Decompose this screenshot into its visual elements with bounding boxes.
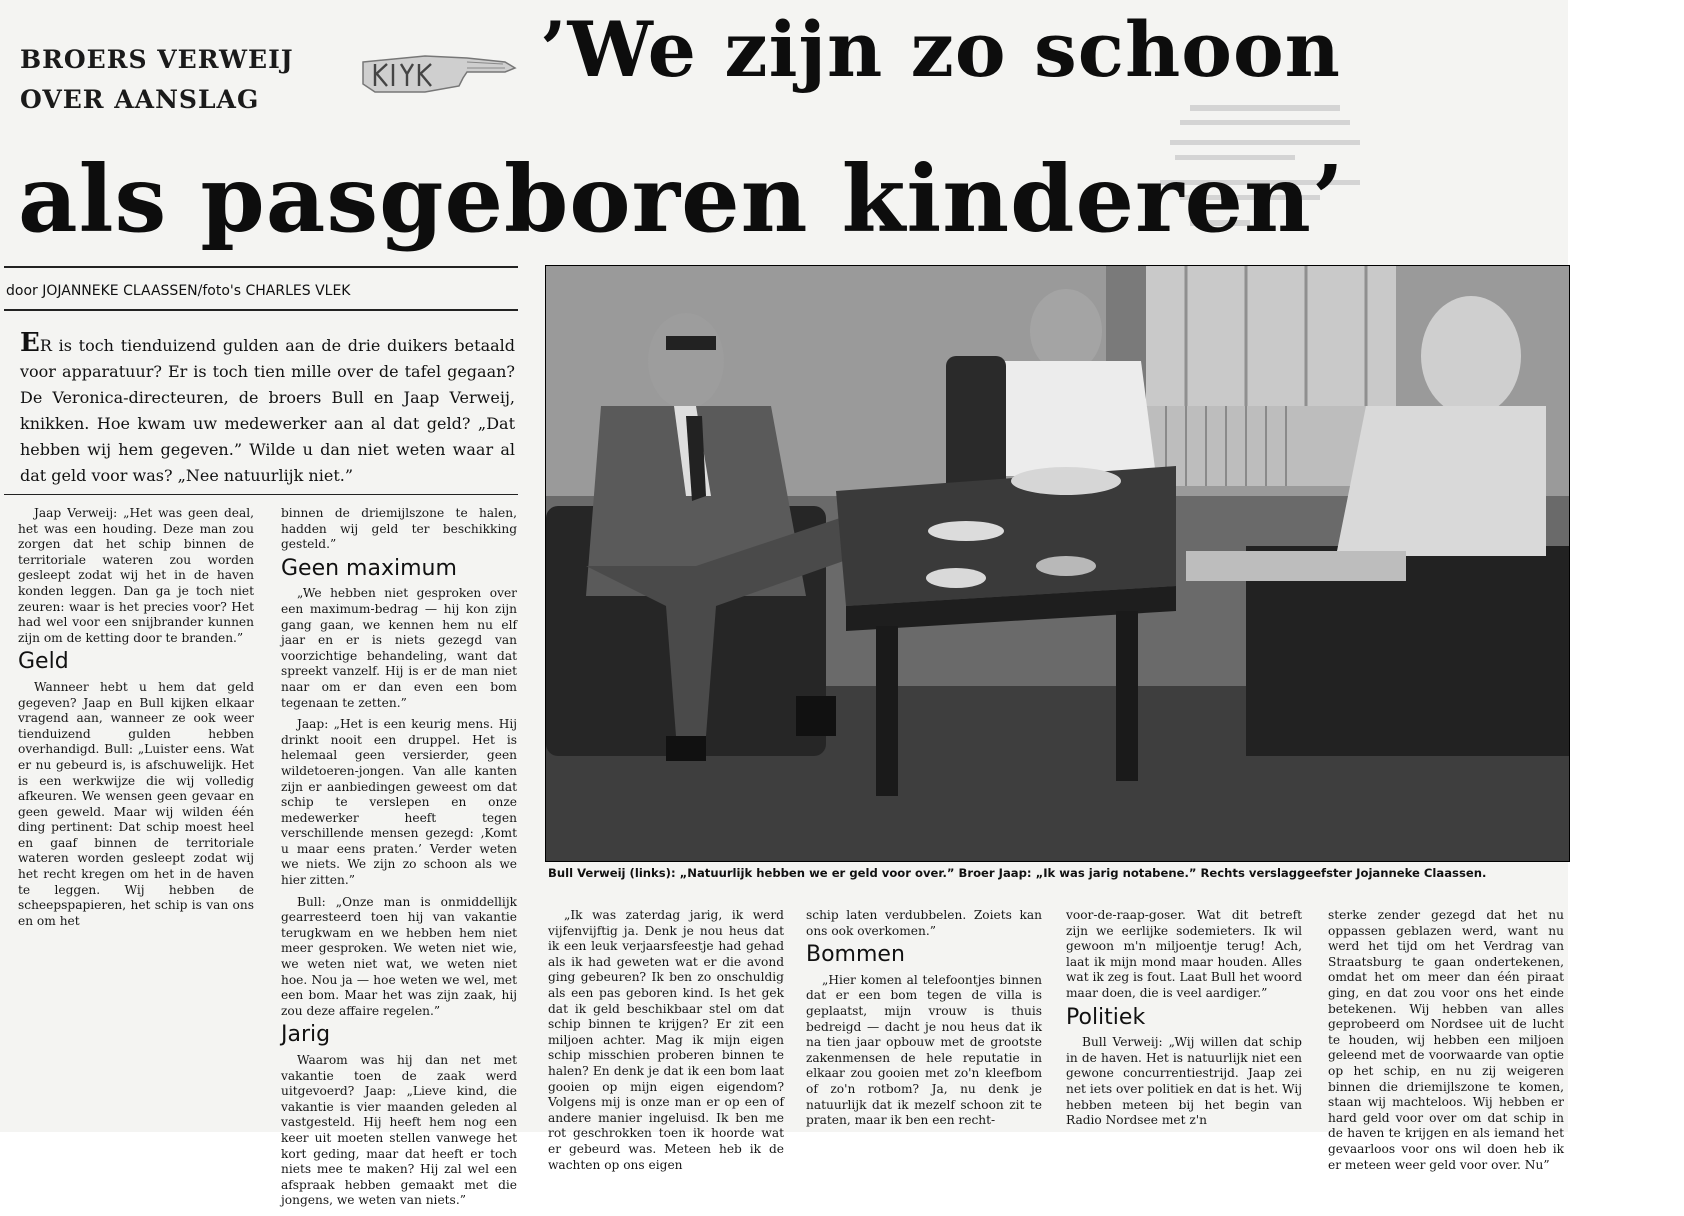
intro-rule [4,494,518,495]
intro-dropcap: E [20,328,40,358]
subheading-geen-maximum: Geen maximum [281,555,457,581]
subheading-geld: Geld [18,649,69,675]
article-photo [545,265,1570,862]
col1-paragraph: Jaap Verweij: „Het was geen deal, het was een houding. Deze man zou zorgen dat het schip binnen de territoriale wateren zou worden gesleept zodat wij het in de haven konden leggen. Dan ga je toch niet zeuren: waar is het precies voor? Het had wel voor een snijbrander kunnen zijn om de ketting door te branden.” [18,506,254,645]
column-5 [1066,908,1302,1129]
col4-paragraph: schip laten verdubbelen. Zoiets kan ons ook overkomen.” [806,908,1042,938]
col2-paragraph: „We hebben niet gesproken over een maximum-bedrag — hij kon zijn gang gaan, we kennen hem nu elf jaar en er is niets gezegd van voorzichtige behandeling, want dat spreekt vanzelf. Hij is er de man niet naar om er dan even een bom tegenaan te zetten.” [281,586,517,710]
column-2 [281,506,517,1209]
photo-illustration [546,266,1569,861]
col5-paragraph: Bull Verweij: „Wij willen dat schip in de haven. Het is natuurlijk niet een gewone concurrentiestrijd. Jaap zei net iets over politiek en dat is het. Wij hebben meteen bij het begin van Radio Nordsee met z'n [1066,1035,1302,1128]
subheading-politiek: Politiek [1066,1004,1146,1030]
byline: door JOJANNEKE CLAASSEN/foto's CHARLES VLEK [6,283,351,299]
column-1 [18,506,254,929]
col2-paragraph: binnen de driemijlszone te halen, hadden wij geld ter beschikking gesteld.” [281,506,517,552]
pointing-hand-icon [355,48,525,100]
col5-paragraph: voor-de-raap-goser. Wat dit betreft zijn we eerlijke sodemieters. Ik wil gewoon m'n miljoentje terug! Ach, laat ik mijn mond maar houden. Alles wat ik zeg is fout. Laat Bull het woord maar doen, die is veel aardiger.” [1066,908,1302,1000]
col3-paragraph: „Ik was zaterdag jarig, ik werd vijfenvijftig ja. Denk je nou heus dat ik een leuk verjaarsfeestje had gehad als ik had geweten wat er die avond ging gebeuren? Ik ben zo onschuldig als een pas geboren kind. Is het gek dat ik geld beschikbaar stel om dat schip binnen te krijgen? Er zit een miljoen achter. Mag ik mijn eigen schip misschien proberen binnen te halen? En denk je dat ik een bom laat gooien op mijn eigen eigendom? Volgens mij is onze man er op een of andere manier ingeluisd. Ik ben me rot geschrokken toen ik hoorde wat er gebeurd was. Meteen heb ik de wachten op ons eigen [548,908,784,1172]
col2-paragraph: Waarom was hij dan net met vakantie toen de zaak werd uitgevoerd? Jaap: „Lieve kind, die vakantie is vier maanden geleden al vastgesteld. Hij heeft hem nog een keer uit moeten stellen vanwege het kort geding, maar dat heeft er toch niets mee te maken? Hij zal wel een afspraak hebben gemaakt met die jongens, we weten van niets.” [281,1053,517,1208]
col6-paragraph: sterke zender gezegd dat het nu oppassen geblazen werd, want nu werd het tijd om het Verdrag van Straatsburg te gaan ondertekenen, omdat het om meer dan één piraat ging, en dat zou voor ons het einde betekenen. Wij hebben van alles geprobeerd om Nordsee uit de lucht te houden, wij hebben een miljoen geleend met de voorwaarde van optie op het schip, en nu zij weigeren binnen die driemijlszone te komen, staan wij machteloos. Wij hebben er hard geld voor over om dat schip in de haven te krijgen en als iemand het gevaarloos voor ons wil doen heb ik er meteen weer geld voor over. Nu” [1328,908,1564,1172]
column-4 [806,908,1042,1129]
column-6 [1328,908,1564,1173]
intro-text: R is toch tienduizend gulden aan de drie duikers betaald voor apparatuur? Er is toch tien mille over de tafel gegaan? De Veronica-directeuren, de broers Bull en Jaap Verweij, knikken. Hoe kwam uw medewerker aan al dat geld? „Dat hebben wij hem gegeven.” Wilde u dan niet weten waar al dat geld voor was? „Nee natuurlijk niet.” [20,336,515,485]
subheading-bommen: Bommen [806,942,905,968]
kicker-line-2: OVER AANSLAG [20,85,260,114]
kicker-line-1: BROERS VERWEIJ [20,45,294,74]
headline-line-2: als pasgeboren kinderen’ [18,145,1345,253]
col2-paragraph: Jaap: „Het is een keurig mens. Hij drinkt nooit een druppel. Het is helemaal geen versierder, geen wildetoeren-jongen. Van alle kanten zijn er aanbiedingen geweest om dat schip te verslepen en onze medewerker heeft tegen verschillende mensen gezegd: ‚Komt u maar eens praten.’ Verder weten we niets. We zijn zo schoon als we hier zitten.” [281,717,517,888]
headline-line-1: ’We zijn zo schoon [540,5,1341,94]
byline-rule-top [4,266,518,268]
kijk-pointing-hand-logo [355,48,525,100]
kicker [20,40,294,120]
column-3 [548,908,784,1173]
intro-paragraph [20,330,515,489]
col4-paragraph: „Hier komen al telefoontjes binnen dat er een bom tegen de villa is geplaatst, mijn vrouw is thuis bedreigd — dacht je nou heus dat ik na tien jaar opbouw met de grootste zakenmensen de hele reputatie in elkaar zou gooien met zo'n kleefbom of zo'n rotbom? Ja, nu denk je natuurlijk dat ik mezelf schoon zit te praten, maar ik ben een recht- [806,972,1042,1128]
col2-paragraph: Bull: „Onze man is onmiddellijk gearresteerd toen hij van vakantie terugkwam en we hebben hem niet meer gesproken. We weten niet wie, we weten niet wat, we weten niet hoe. Nou ja — hoe weten we wel, met een bom. Maar het was zijn zaak, hij zou deze affaire regelen.” [281,894,517,1018]
photo-caption: Bull Verweij (links): „Natuurlijk hebben we er geld voor over.” Broer Jaap: „Ik was jarig notabene.” Rechts verslaggeefster Jojanneke Claassen. [548,866,1487,880]
subheading-jarig: Jarig [281,1022,331,1048]
col1-paragraph: Wanneer hebt u hem dat geld gegeven? Jaap en Bull kijken elkaar vragend aan, wanneer ze ook weer tienduizend gulden hebben overhandigd. Bull: „Luister eens. Wat er nu gebeurd is, is afschuwelijk. Het is een werkwijze die wij volledig afkeuren. We wensen geen gevaar en geen geweld. Maar wij wilden één ding pertinent: Dat schip moest heel en gaaf binnen de territoriale wateren worden gesleept zodat wij het recht kregen om het in de haven te leggen. Wij hebben de scheepspapieren, het schip is van ons en om het [18,679,254,928]
byline-rule-bottom [4,309,518,311]
